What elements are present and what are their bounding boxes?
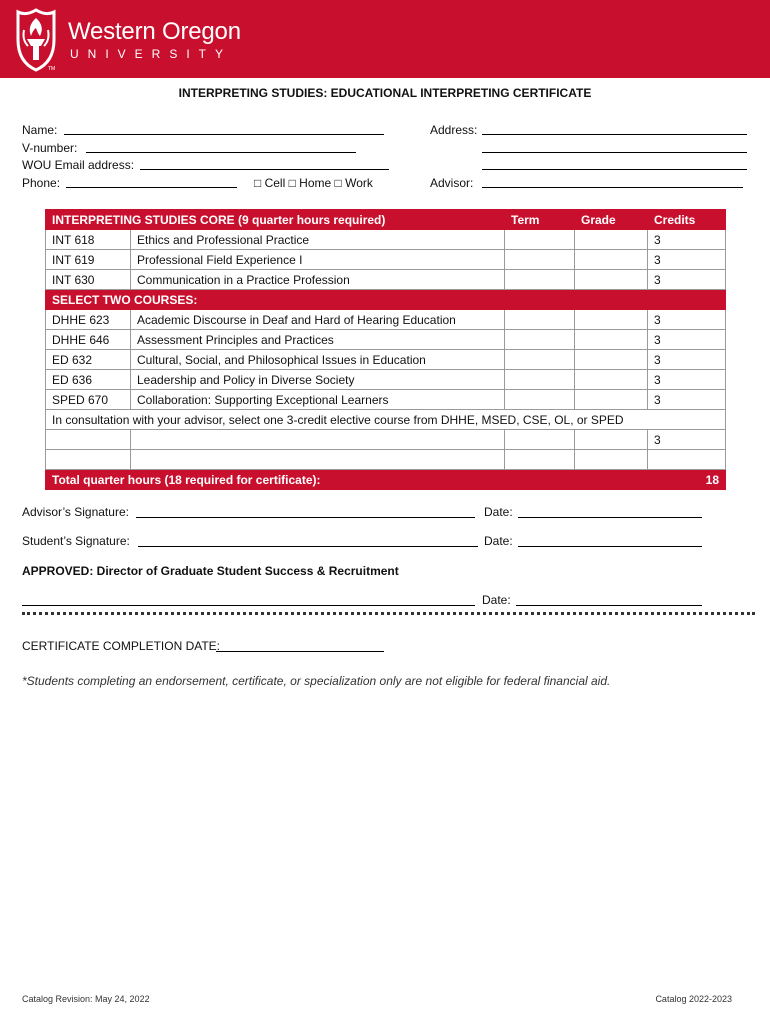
grade-cell[interactable]	[575, 430, 648, 450]
student-signature-label: Student’s Signature:	[22, 534, 130, 548]
university-subtitle: UNIVERSITY	[70, 47, 233, 61]
blank-cell[interactable]	[505, 450, 575, 470]
grade-cell[interactable]	[575, 250, 648, 270]
grade-cell[interactable]	[575, 370, 648, 390]
credits-cell: 3	[648, 350, 726, 370]
credits-cell: 3	[648, 390, 726, 410]
credits-cell: 3	[648, 270, 726, 290]
course-title: Academic Discourse in Deaf and Hard of Hearing Education	[131, 310, 505, 330]
term-cell[interactable]	[505, 230, 575, 250]
approved-label: APPROVED: Director of Graduate Student Success & Recruitment	[22, 564, 399, 578]
credits-cell: 3	[648, 250, 726, 270]
advisor-label: Advisor:	[430, 176, 474, 190]
course-title: Communication in a Practice Profession	[131, 270, 505, 290]
course-code: DHHE 623	[46, 310, 131, 330]
address-field-line-2[interactable]	[482, 152, 747, 153]
core-header: INTERPRETING STUDIES CORE (9 quarter hours required)	[46, 210, 505, 230]
student-signature-field[interactable]	[138, 546, 478, 547]
grade-cell[interactable]	[575, 230, 648, 250]
course-code: SPED 670	[46, 390, 131, 410]
total-label: Total quarter hours (18 required for certificate):	[46, 470, 648, 490]
credits-cell: 3	[648, 370, 726, 390]
address-label: Address:	[430, 123, 478, 137]
address-field-line-1[interactable]	[482, 134, 747, 135]
course-code: INT 618	[46, 230, 131, 250]
elective-title-cell[interactable]	[131, 430, 505, 450]
table-row	[46, 250, 726, 270]
university-name: Western Oregon	[68, 18, 241, 45]
credits-cell: 3	[648, 430, 726, 450]
advisor-signature-label: Advisor’s Signature:	[22, 505, 129, 519]
table-row	[46, 310, 726, 330]
blank-cell[interactable]	[575, 450, 648, 470]
blank-row	[46, 450, 726, 470]
name-field[interactable]	[64, 134, 384, 135]
course-table	[45, 209, 726, 490]
blank-cell[interactable]	[46, 450, 131, 470]
advisor-signature-field[interactable]	[136, 517, 475, 518]
torch-logo-icon	[12, 6, 60, 74]
student-date-field[interactable]	[518, 546, 702, 547]
credits-cell: 3	[648, 310, 726, 330]
course-title: Assessment Principles and Practices	[131, 330, 505, 350]
trademark-mark: TM	[48, 66, 56, 72]
vnumber-label: V-number:	[22, 141, 78, 155]
phone-type-options[interactable]: □ Cell □ Home □ Work	[254, 176, 373, 190]
course-code: ED 636	[46, 370, 131, 390]
table-row	[46, 370, 726, 390]
term-cell[interactable]	[505, 250, 575, 270]
course-title: Collaboration: Supporting Exceptional Learners	[131, 390, 505, 410]
grade-cell[interactable]	[575, 390, 648, 410]
name-label: Name:	[22, 123, 58, 137]
course-title: Ethics and Professional Practice	[131, 230, 505, 250]
course-title: Leadership and Policy in Diverse Society	[131, 370, 505, 390]
email-field[interactable]	[140, 169, 389, 170]
financial-aid-footnote: *Students completing an endorsement, certificate, or specialization only are not eligible for federal financial aid.	[22, 674, 611, 688]
table-row	[46, 230, 726, 250]
student-date-label: Date:	[484, 534, 513, 548]
director-date-label: Date:	[482, 593, 511, 607]
grade-header: Grade	[575, 210, 648, 230]
course-code: INT 630	[46, 270, 131, 290]
page-title: INTERPRETING STUDIES: EDUCATIONAL INTERPRETING CERTIFICATE	[178, 86, 592, 100]
credits-cell: 3	[648, 230, 726, 250]
blank-cell[interactable]	[648, 450, 726, 470]
term-cell[interactable]	[505, 430, 575, 450]
credits-cell: 3	[648, 330, 726, 350]
elective-code-cell[interactable]	[46, 430, 131, 450]
completion-date-field[interactable]	[216, 651, 384, 652]
term-cell[interactable]	[505, 270, 575, 290]
grade-cell[interactable]	[575, 270, 648, 290]
course-code: ED 632	[46, 350, 131, 370]
header-bar	[0, 0, 770, 78]
email-label: WOU Email address:	[22, 158, 135, 172]
term-cell[interactable]	[505, 390, 575, 410]
course-code: DHHE 646	[46, 330, 131, 350]
director-signature-field[interactable]	[22, 605, 475, 606]
completion-date-label: CERTIFICATE COMPLETION DATE:	[22, 639, 221, 653]
vnumber-field[interactable]	[86, 152, 356, 153]
term-cell[interactable]	[505, 370, 575, 390]
credits-header: Credits	[648, 210, 726, 230]
phone-label: Phone:	[22, 176, 61, 190]
table-row	[46, 270, 726, 290]
catalog-year: Catalog 2022-2023	[655, 994, 732, 1004]
advisor-date-field[interactable]	[518, 517, 702, 518]
grade-cell[interactable]	[575, 310, 648, 330]
grade-cell[interactable]	[575, 350, 648, 370]
grade-cell[interactable]	[575, 330, 648, 350]
elective-row	[46, 430, 726, 450]
table-row	[46, 350, 726, 370]
core-header-row	[46, 210, 726, 230]
catalog-revision: Catalog Revision: May 24, 2022	[22, 994, 150, 1004]
advisor-field[interactable]	[482, 187, 743, 188]
course-code: INT 619	[46, 250, 131, 270]
phone-field[interactable]	[66, 187, 237, 188]
table-row	[46, 330, 726, 350]
select-header: SELECT TWO COURSES:	[46, 290, 726, 310]
elective-note-row	[46, 410, 726, 430]
term-cell[interactable]	[505, 310, 575, 330]
address-field-line-3[interactable]	[482, 169, 747, 170]
advisor-date-label: Date:	[484, 505, 513, 519]
director-date-field[interactable]	[516, 605, 702, 606]
table-row	[46, 390, 726, 410]
course-title: Professional Field Experience I	[131, 250, 505, 270]
term-cell[interactable]	[505, 350, 575, 370]
blank-cell[interactable]	[131, 450, 505, 470]
term-header: Term	[505, 210, 575, 230]
term-cell[interactable]	[505, 330, 575, 350]
select-header-row	[46, 290, 726, 310]
dotted-divider	[22, 612, 755, 615]
elective-note: In consultation with your advisor, select one 3-credit elective course from DHHE, MSED, CSE, OL, or SPED	[46, 410, 726, 430]
total-row	[46, 470, 726, 490]
course-title: Cultural, Social, and Philosophical Issues in Education	[131, 350, 505, 370]
total-value: 18	[648, 470, 726, 490]
